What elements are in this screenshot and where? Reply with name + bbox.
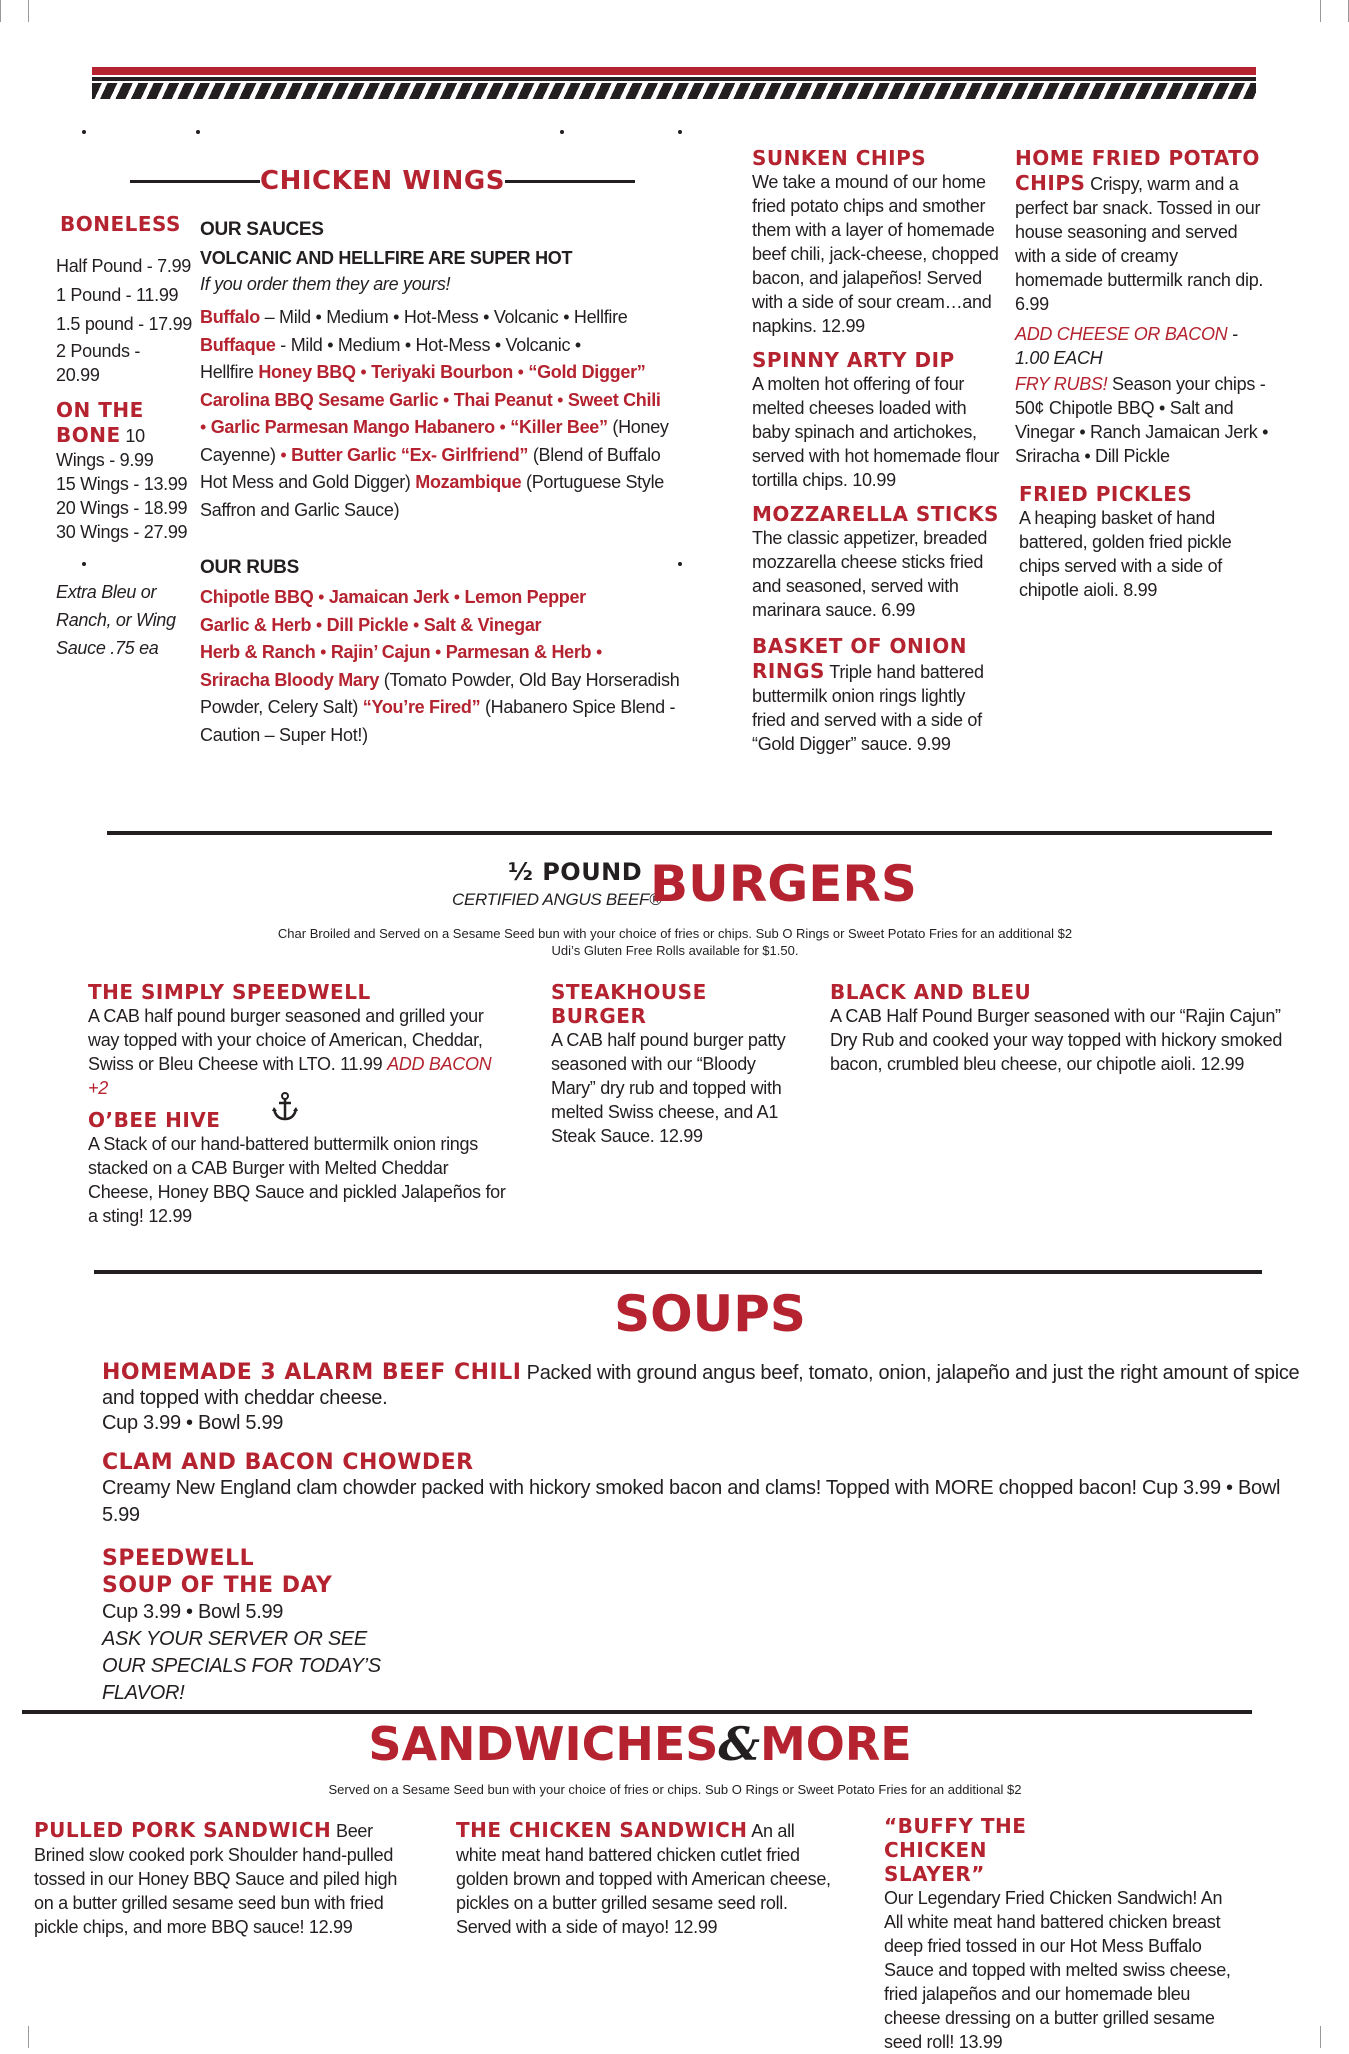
sandwiches-title bbox=[340, 1716, 940, 1772]
simply-speedwell-desc: A CAB half pound burger seasoned and grilled your way topped with your choice of American, Cheddar, Swiss or Bleu Cheese with LTO. 11.99 bbox=[88, 1006, 484, 1074]
soup-day-price: Cup 3.99 • Bowl 5.99 bbox=[102, 1601, 284, 1623]
sauce-name: Buffalo bbox=[200, 307, 260, 327]
crop-mark bbox=[1320, 0, 1321, 22]
sauce-name: Thai Peanut bbox=[453, 389, 553, 410]
home-fried-title: HOME FRIED POTATO CHIPS bbox=[1015, 146, 1260, 195]
sauces-list: Buffalo – Mild • Medium • Hot-Mess • Volcanic • Hellfire Buffaque - Mild • Medium • Hot-Mess • Volcanic • Hellfire Honey BBQ • Teriyaki Bourbon • “Gold Digger” Carolina BBQ Sesame Garlic • Thai Peanut • Sweet Chili • Garlic Parmesan Mango Habanero • “Killer Bee” (Honey Cayenne) • Butter Garlic “Ex- Girlfriend” (Blend of Buffalo Hot Mess and Gold Digger) Mozambique (Portuguese Style Saffron and Garlic Sauce) bbox=[200, 307, 669, 520]
rub-name: Salt & Vinegar bbox=[423, 614, 542, 635]
rub-name: “You’re Fired” bbox=[362, 697, 481, 717]
sauce-name: Mozambique bbox=[415, 472, 522, 492]
soups-block bbox=[102, 1360, 1317, 1707]
bullet-dot bbox=[196, 130, 200, 134]
black-bleu-title: BLACK AND BLEU bbox=[830, 980, 1032, 1004]
buffy-title: “BUFFY THE CHICKEN SLAYER” bbox=[884, 1814, 1027, 1886]
burgers-half-pound: ½ POUND bbox=[508, 858, 643, 886]
extra-sauce-note: Extra Bleu or Ranch, or Wing Sauce .75 ea bbox=[56, 582, 176, 658]
sauce-note: (Honey Cayenne) bbox=[200, 417, 669, 465]
sunken-chips-desc: We take a mound of our home fried potato chips and smother them with a layer of homemade beef chili, jack-cheese, chopped bacon, and jalapeños! Served with a side of sour cream…and napkins. 12.99 bbox=[752, 172, 999, 336]
fry-rubs-label: FRY RUBS! bbox=[1015, 374, 1108, 394]
top-banner-black bbox=[92, 77, 1256, 81]
steakhouse-title: STEAKHOUSE BURGER bbox=[551, 980, 707, 1028]
onion-rings-title: BASKET OF ONION RINGS bbox=[752, 634, 967, 683]
rub-name: Herb & Ranch bbox=[200, 642, 316, 662]
bullet-dot bbox=[678, 130, 682, 134]
apps-col-2 bbox=[1015, 146, 1270, 602]
spinny-dip-title: SPINNY ARTY DIP bbox=[752, 348, 955, 372]
pulled-pork bbox=[34, 1818, 409, 1939]
steakhouse-burger bbox=[551, 980, 796, 1148]
bone-block bbox=[56, 398, 196, 544]
bone-price: 30 Wings - 27.99 bbox=[56, 522, 188, 542]
rub-name: Dill Pickle bbox=[326, 614, 409, 635]
simply-speedwell bbox=[88, 980, 508, 1100]
pulled-pork-title: PULLED PORK SANDWICH bbox=[34, 1818, 332, 1842]
chicken-sandwich-title: THE CHICKEN SANDWICH bbox=[456, 1818, 748, 1842]
top-banner-hatch bbox=[92, 83, 1256, 99]
sandwiches-title-2: MORE bbox=[759, 1717, 912, 1771]
wings-rule-left bbox=[130, 180, 260, 183]
chili-title: HOMEMADE 3 ALARM BEEF CHILI bbox=[102, 1360, 522, 1385]
crop-mark bbox=[28, 2026, 29, 2048]
simply-speedwell-title: THE SIMPLY SPEEDWELL bbox=[88, 980, 371, 1004]
rub-name: Lemon Pepper bbox=[464, 587, 586, 607]
sauce-note: (Blend of Buffalo Hot Mess and Gold Digger) bbox=[200, 444, 661, 492]
chowder-desc: Creamy New England clam chowder packed with hickory smoked bacon and clams! Topped with MORE chopped bacon! Cup 3.99 • Bowl 5.99 bbox=[102, 1477, 1281, 1526]
sauce-levels: - Mild • Medium • Hot-Mess • Volcanic • bbox=[275, 334, 581, 355]
bullet-dot bbox=[560, 130, 564, 134]
sandwiches-rule bbox=[22, 1710, 1252, 1714]
onion-rings-item bbox=[752, 634, 1002, 756]
bone-price: 20 Wings - 18.99 bbox=[56, 498, 188, 518]
pulled-pork-desc: Beer Brined slow cooked pork Shoulder hand-pulled tossed in our Honey BBQ Sauce and piled high on a butter grilled sesame seed bun with fried pickle chips, and more BBQ sauce! 12.99 bbox=[34, 1821, 398, 1937]
chili-price: Cup 3.99 • Bowl 5.99 bbox=[102, 1412, 284, 1434]
burgers-title: BURGERS bbox=[650, 855, 917, 913]
rub-name: Chipotle BBQ bbox=[200, 587, 314, 607]
sandwiches-note: Served on a Sesame Seed bun with your choice of fries or chips. Sub O Rings or Sweet Potato Fries for an additional $2 bbox=[328, 1782, 1022, 1797]
rub-name: Garlic & Herb bbox=[200, 614, 312, 635]
wings-title: CHICKEN WINGS bbox=[260, 166, 505, 196]
buffy-desc: Our Legendary Fried Chicken Sandwich! An All white meat hand battered chicken breast deep fried tossed in our Hot Mess Buffalo Sauce and topped with melted swiss cheese, fried jalapeños and our homemade bleu cheese dressing on a butter grilled sesame seed roll! 13.99 bbox=[884, 1888, 1231, 2052]
rubs-block bbox=[200, 556, 690, 749]
sauce-name: Garlic Parmesan Mango Habanero bbox=[210, 417, 495, 437]
sauces-warning-sub: If you order them they are yours! bbox=[200, 274, 451, 294]
fry-rubs-note bbox=[1015, 372, 1270, 468]
sauce-name: Honey BBQ bbox=[258, 362, 356, 382]
burgers-rule bbox=[107, 831, 1272, 835]
home-fried-desc: Crispy, warm and a perfect bar snack. Tossed in our house seasoning and served with a side of creamy homemade buttermilk ranch dip. 6.99 bbox=[1015, 174, 1264, 314]
fry-rubs-desc: Season your chips - 50¢ Chipotle BBQ • Salt and Vinegar • Ranch Jamaican Jerk • Sriracha • Dill Pickle bbox=[1015, 374, 1269, 466]
bullet-dot bbox=[82, 130, 86, 134]
soup-day-note: ASK YOUR SERVER OR SEE OUR SPECIALS FOR TODAY’S FLAVOR! bbox=[102, 1628, 381, 1704]
sauce-name: “Killer Bee” bbox=[510, 417, 608, 437]
chowder-title: CLAM AND BACON CHOWDER bbox=[102, 1450, 474, 1475]
crop-mark bbox=[0, 0, 1, 22]
price-line: Half Pound - 7.99 bbox=[56, 256, 191, 276]
fried-pickles-desc: A heaping basket of hand battered, golden fried pickle chips served with a side of chipotle aioli. 8.99 bbox=[1019, 508, 1232, 600]
sauces-warning: VOLCANIC AND HELLFIRE ARE SUPER HOT bbox=[200, 248, 573, 268]
wings-rule-right bbox=[505, 180, 635, 183]
buffy-sandwich bbox=[884, 1814, 1244, 2054]
add-cheese-label: ADD CHEESE OR BACON bbox=[1015, 324, 1228, 344]
bullet-dot bbox=[82, 562, 86, 566]
fried-pickles-title: FRIED PICKLES bbox=[1019, 482, 1193, 506]
soups-title: SOUPS bbox=[614, 1285, 806, 1343]
soup-day-title-1: SPEEDWELL bbox=[102, 1546, 255, 1571]
chicken-sandwich bbox=[456, 1818, 831, 1939]
sauce-name: Teriyaki Bourbon bbox=[371, 362, 513, 382]
chili-item bbox=[102, 1360, 1317, 1411]
sauce-levels: – Mild • Medium • Hot-Mess • Volcanic • Hellfire bbox=[264, 307, 628, 327]
spinny-dip-desc: A molten hot offering of four melted cheeses loaded with baby spinach and artichokes, served with hot homemade flour tortilla chips. 10.99 bbox=[752, 374, 1000, 490]
chili-desc: Packed with ground angus beef, tomato, onion, jalapeño and just the right amount of spice and topped with cheddar cheese. bbox=[102, 1362, 1300, 1409]
soup-day-title-2: SOUP OF THE DAY bbox=[102, 1573, 333, 1598]
soups-rule bbox=[94, 1270, 1262, 1274]
obee-hive-desc: A Stack of our hand-battered buttermilk onion rings stacked on a CAB Burger with Melted Cheddar Cheese, Honey BBQ Sauce and pickled Jalapeños for a sting! 12.99 bbox=[88, 1134, 506, 1226]
burgers-note bbox=[200, 925, 1150, 959]
top-banner-red bbox=[92, 67, 1256, 75]
black-bleu-desc: A CAB Half Pound Burger seasoned with our “Rajin Cajun” Dry Rub and cooked your way topped with hickory smoked bacon, crumbled bleu cheese, our chipotle aioli. 12.99 bbox=[830, 1006, 1283, 1074]
bone-price: 15 Wings - 13.99 bbox=[56, 474, 188, 494]
anchor-icon bbox=[270, 1092, 300, 1122]
sauces-block bbox=[200, 218, 690, 524]
rubs-list: Chipotle BBQ • Jamaican Jerk • Lemon Pepper Garlic & Herb • Dill Pickle • Salt & Vinegar Herb & Ranch • Rajin’ Cajun • Parmesan & Herb • Sriracha Bloody Mary (Tomato Powder, Old Bay Horseradish Powder, Celery Salt) “You’re Fired” (Habanero Spice Blend - Caution – Super Hot!) bbox=[200, 587, 680, 745]
black-and-bleu bbox=[830, 980, 1285, 1076]
steakhouse-desc: A CAB half pound burger patty seasoned with our “Bloody Mary” dry rub and topped with melted Swiss cheese, and A1 Steak Sauce. 12.99 bbox=[551, 1030, 786, 1146]
simply-speedwell-body bbox=[88, 1004, 508, 1100]
apps-col-1 bbox=[752, 146, 1002, 756]
rub-note: (Habanero Spice Blend - Caution – Super Hot!) bbox=[200, 697, 676, 745]
sauces-title: OUR SAUCES bbox=[200, 219, 324, 240]
rub-name: Sriracha Bloody Mary bbox=[200, 669, 380, 690]
rub-name: Jamaican Jerk bbox=[328, 587, 450, 607]
obee-hive bbox=[88, 1108, 508, 1228]
burgers-cab: CERTIFIED ANGUS BEEF® bbox=[452, 890, 662, 909]
sauce-level: Hellfire bbox=[200, 362, 254, 382]
chicken-sandwich-desc: An all white meat hand battered chicken cutlet fried golden brown and topped with American cheese, pickles on a butter grilled sesame seed roll. Served with a side of mayo! 12.99 bbox=[456, 1821, 831, 1937]
sauce-name: Buffaque bbox=[200, 334, 276, 355]
rub-note: (Tomato Powder, Old Bay Horseradish Powder, Celery Salt) bbox=[200, 669, 680, 717]
burgers-note-1: Char Broiled and Served on a Sesame Seed bun with your choice of fries or chips. Sub O Rings or Sweet Potato Fries for an additional $2 bbox=[277, 926, 1073, 941]
rubs-title: OUR RUBS bbox=[200, 557, 299, 578]
crop-mark bbox=[28, 0, 29, 22]
onion-rings-desc: Triple hand battered buttermilk onion rings lightly fried and served with a side of “Gold Digger” sauce. 9.99 bbox=[752, 662, 984, 754]
price-line: 2 Pounds - 20.99 bbox=[56, 341, 141, 385]
sauce-name: Carolina BBQ Sesame Garlic bbox=[200, 389, 439, 410]
bone-count: 10 bbox=[125, 426, 145, 446]
boneless-title: BONELESS bbox=[60, 212, 181, 236]
price-line: 1 Pound - 11.99 bbox=[56, 285, 179, 305]
crop-mark bbox=[1320, 2026, 1321, 2048]
home-fried-item bbox=[1015, 146, 1270, 316]
add-bacon: ADD BACON +2 bbox=[88, 1054, 492, 1098]
mozz-sticks-title: MOZZARELLA STICKS bbox=[752, 502, 999, 526]
bone-title: ON THE BONE bbox=[56, 398, 144, 447]
obee-hive-title: O’BEE HIVE bbox=[88, 1108, 221, 1132]
burgers-note-2: Udi’s Gluten Free Rolls available for $1.50. bbox=[551, 943, 799, 958]
bone-price: Wings - 9.99 bbox=[56, 450, 154, 470]
boneless-prices bbox=[56, 252, 196, 387]
sandwiches-title-1: SANDWICHES bbox=[368, 1717, 719, 1771]
add-cheese-price: - 1.00 EACH bbox=[1015, 324, 1238, 368]
sunken-chips-title: SUNKEN CHIPS bbox=[752, 146, 927, 170]
sauce-name: “Gold Digger” bbox=[528, 362, 646, 382]
sauce-name: Sweet Chili bbox=[567, 389, 661, 410]
sauce-name: Butter Garlic “Ex- Girlfriend” bbox=[291, 444, 529, 465]
price-line: 1.5 pound - 17.99 bbox=[56, 314, 193, 334]
add-cheese-note bbox=[1015, 322, 1270, 370]
ampersand: & bbox=[718, 1717, 760, 1771]
mozz-sticks-desc: The classic appetizer, breaded mozzarella cheese sticks fried and seasoned, served with marinara sauce. 6.99 bbox=[752, 528, 988, 620]
rub-name: Parmesan & Herb bbox=[445, 642, 592, 662]
rub-name: Rajin’ Cajun bbox=[330, 642, 431, 662]
sauce-note: (Portuguese Style Saffron and Garlic Sauce) bbox=[200, 472, 664, 520]
